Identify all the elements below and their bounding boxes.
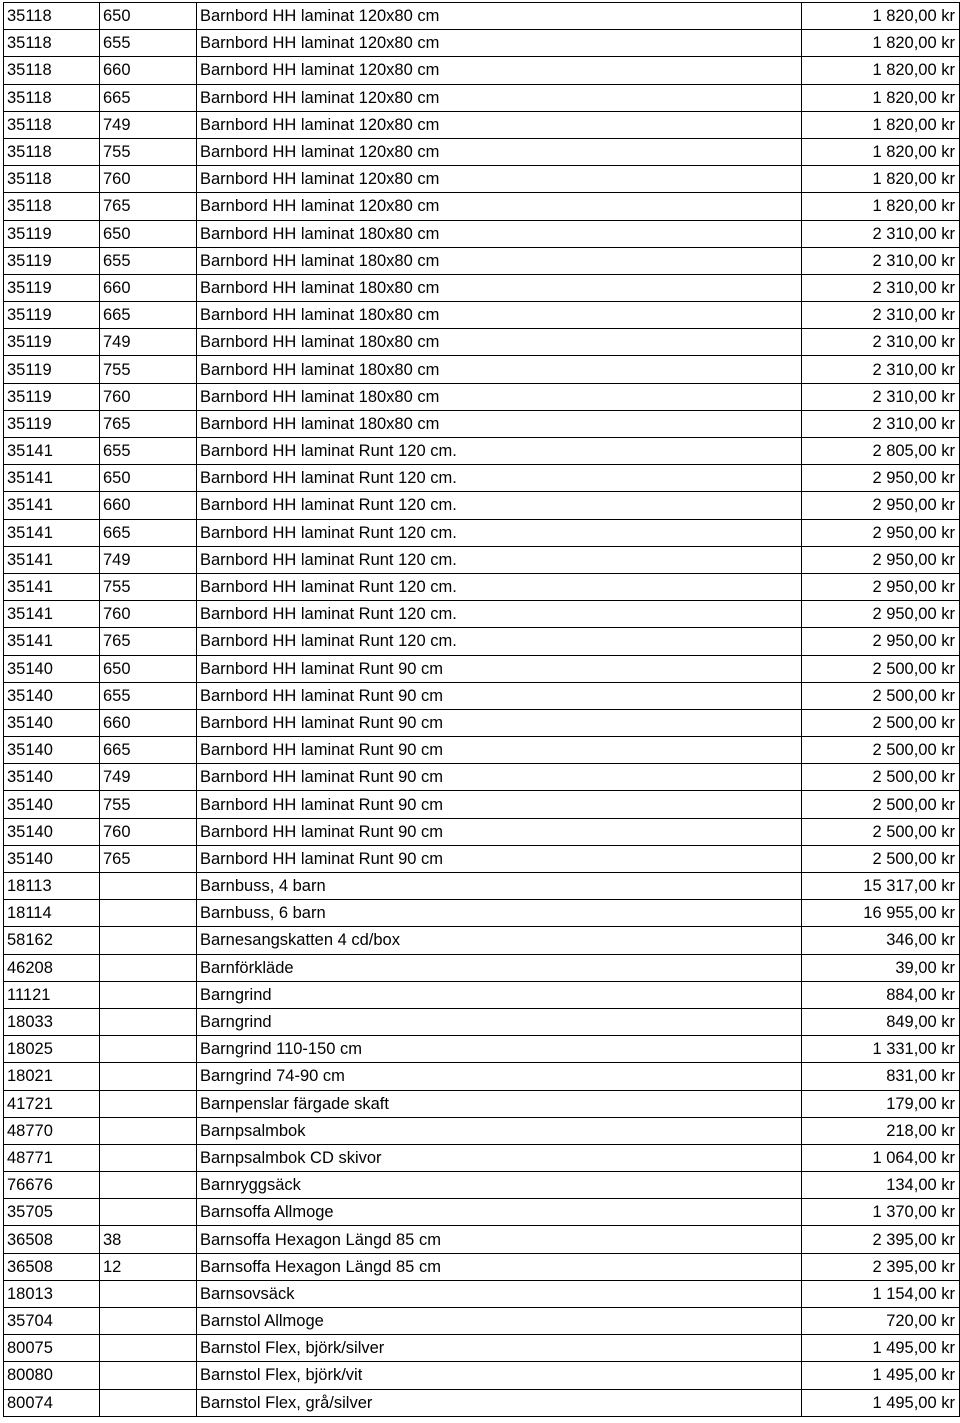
variant-code-cell: 755 (100, 356, 197, 383)
variant-code-cell: 665 (100, 84, 197, 111)
product-description-cell: Barnbord HH laminat 120x80 cm (197, 84, 802, 111)
variant-code-cell: 655 (100, 247, 197, 274)
price-cell: 1 820,00 kr (802, 84, 960, 111)
price-cell: 1 820,00 kr (802, 3, 960, 30)
table-row (4, 873, 960, 900)
article-number-cell: 48771 (4, 1144, 100, 1171)
article-number-cell: 58162 (4, 927, 100, 954)
article-number-cell: 35118 (4, 138, 100, 165)
table-row (4, 492, 960, 519)
product-description-cell: Barnbord HH laminat Runt 120 cm. (197, 628, 802, 655)
price-cell: 2 950,00 kr (802, 546, 960, 573)
article-number-cell: 46208 (4, 954, 100, 981)
product-description-cell: Barnsovsäck (197, 1280, 802, 1307)
table-row (4, 193, 960, 220)
variant-code-cell: 650 (100, 220, 197, 247)
table-row (4, 737, 960, 764)
table-row (4, 519, 960, 546)
price-cell: 2 950,00 kr (802, 492, 960, 519)
variant-code-cell: 660 (100, 492, 197, 519)
table-row (4, 764, 960, 791)
price-cell: 1 370,00 kr (802, 1199, 960, 1226)
product-description-cell: Barnbord HH laminat 180x80 cm (197, 329, 802, 356)
article-number-cell: 35141 (4, 546, 100, 573)
article-number-cell: 35118 (4, 111, 100, 138)
variant-code-cell: 665 (100, 302, 197, 329)
table-row (4, 438, 960, 465)
price-cell: 15 317,00 kr (802, 873, 960, 900)
variant-code-cell: 665 (100, 519, 197, 546)
table-row (4, 682, 960, 709)
table-row (4, 1172, 960, 1199)
article-number-cell: 35141 (4, 465, 100, 492)
price-cell: 2 310,00 kr (802, 220, 960, 247)
price-cell: 2 500,00 kr (802, 845, 960, 872)
table-row (4, 1226, 960, 1253)
article-number-cell: 35141 (4, 438, 100, 465)
price-cell: 2 310,00 kr (802, 410, 960, 437)
article-number-cell: 35118 (4, 3, 100, 30)
table-row (4, 383, 960, 410)
variant-code-cell: 760 (100, 166, 197, 193)
variant-code-cell (100, 1090, 197, 1117)
table-row (4, 954, 960, 981)
price-cell: 346,00 kr (802, 927, 960, 954)
variant-code-cell (100, 927, 197, 954)
table-row (4, 1063, 960, 1090)
table-row (4, 1036, 960, 1063)
product-description-cell: Barnbord HH laminat Runt 120 cm. (197, 438, 802, 465)
product-description-cell: Barnbord HH laminat Runt 120 cm. (197, 465, 802, 492)
article-number-cell: 35119 (4, 329, 100, 356)
article-number-cell: 35119 (4, 410, 100, 437)
variant-code-cell (100, 1199, 197, 1226)
article-number-cell: 35141 (4, 519, 100, 546)
article-number-cell: 35141 (4, 601, 100, 628)
variant-code-cell: 655 (100, 438, 197, 465)
variant-code-cell: 755 (100, 791, 197, 818)
variant-code-cell (100, 900, 197, 927)
product-description-cell: Barnbord HH laminat Runt 120 cm. (197, 601, 802, 628)
price-cell: 2 805,00 kr (802, 438, 960, 465)
article-number-cell: 35140 (4, 845, 100, 872)
table-row (4, 274, 960, 301)
price-cell: 2 310,00 kr (802, 274, 960, 301)
variant-code-cell: 755 (100, 573, 197, 600)
product-description-cell: Barnförkläde (197, 954, 802, 981)
price-cell: 2 500,00 kr (802, 764, 960, 791)
price-cell: 831,00 kr (802, 1063, 960, 1090)
article-number-cell: 35119 (4, 356, 100, 383)
table-row (4, 1362, 960, 1389)
product-description-cell: Barnbord HH laminat Runt 120 cm. (197, 546, 802, 573)
price-cell: 2 950,00 kr (802, 519, 960, 546)
table-row (4, 1308, 960, 1335)
product-description-cell: Barnbord HH laminat 120x80 cm (197, 111, 802, 138)
variant-code-cell: 655 (100, 30, 197, 57)
article-number-cell: 18114 (4, 900, 100, 927)
variant-code-cell (100, 1144, 197, 1171)
price-cell: 1 154,00 kr (802, 1280, 960, 1307)
price-cell: 849,00 kr (802, 1008, 960, 1035)
variant-code-cell: 660 (100, 57, 197, 84)
variant-code-cell (100, 1280, 197, 1307)
price-cell: 1 820,00 kr (802, 30, 960, 57)
product-description-cell: Barnbord HH laminat 120x80 cm (197, 30, 802, 57)
product-description-cell: Barngrind (197, 1008, 802, 1035)
table-row (4, 628, 960, 655)
variant-code-cell: 660 (100, 709, 197, 736)
article-number-cell: 35118 (4, 193, 100, 220)
price-cell: 1 820,00 kr (802, 111, 960, 138)
variant-code-cell (100, 1063, 197, 1090)
product-description-cell: Barnbord HH laminat Runt 90 cm (197, 818, 802, 845)
article-number-cell: 35140 (4, 818, 100, 845)
price-cell: 2 500,00 kr (802, 818, 960, 845)
table-row (4, 465, 960, 492)
article-number-cell: 35140 (4, 791, 100, 818)
article-number-cell: 35119 (4, 247, 100, 274)
price-cell: 2 950,00 kr (802, 465, 960, 492)
product-description-cell: Barnbord HH laminat Runt 90 cm (197, 682, 802, 709)
product-description-cell: Barnesangskatten 4 cd/box (197, 927, 802, 954)
product-description-cell: Barnbord HH laminat 120x80 cm (197, 138, 802, 165)
article-number-cell: 18025 (4, 1036, 100, 1063)
product-description-cell: Barnstol Flex, grå/silver (197, 1389, 802, 1416)
product-description-cell: Barnbuss, 6 barn (197, 900, 802, 927)
table-row (4, 981, 960, 1008)
article-number-cell: 18113 (4, 873, 100, 900)
price-cell: 1 820,00 kr (802, 57, 960, 84)
table-row (4, 138, 960, 165)
price-cell: 2 500,00 kr (802, 737, 960, 764)
variant-code-cell (100, 1172, 197, 1199)
product-description-cell: Barnsoffa Hexagon Längd 85 cm (197, 1253, 802, 1280)
price-cell: 720,00 kr (802, 1308, 960, 1335)
product-description-cell: Barngrind (197, 981, 802, 1008)
price-cell: 1 820,00 kr (802, 138, 960, 165)
product-description-cell: Barnbord HH laminat Runt 120 cm. (197, 573, 802, 600)
article-number-cell: 35141 (4, 492, 100, 519)
table-row (4, 220, 960, 247)
table-row (4, 356, 960, 383)
article-number-cell: 18021 (4, 1063, 100, 1090)
price-cell: 1 820,00 kr (802, 193, 960, 220)
table-row (4, 1389, 960, 1416)
price-cell: 218,00 kr (802, 1117, 960, 1144)
article-number-cell: 35119 (4, 383, 100, 410)
product-description-cell: Barnstol Flex, björk/silver (197, 1335, 802, 1362)
variant-code-cell (100, 1335, 197, 1362)
variant-code-cell: 749 (100, 111, 197, 138)
article-number-cell: 36508 (4, 1226, 100, 1253)
product-description-cell: Barnbord HH laminat Runt 90 cm (197, 791, 802, 818)
price-cell: 2 500,00 kr (802, 709, 960, 736)
variant-code-cell: 12 (100, 1253, 197, 1280)
product-description-cell: Barnbord HH laminat 120x80 cm (197, 166, 802, 193)
article-number-cell: 35140 (4, 737, 100, 764)
variant-code-cell (100, 1008, 197, 1035)
product-description-cell: Barnstol Flex, björk/vit (197, 1362, 802, 1389)
table-row (4, 573, 960, 600)
variant-code-cell: 760 (100, 818, 197, 845)
table-row (4, 302, 960, 329)
variant-code-cell (100, 954, 197, 981)
price-cell: 1 495,00 kr (802, 1335, 960, 1362)
variant-code-cell (100, 981, 197, 1008)
article-number-cell: 35119 (4, 274, 100, 301)
variant-code-cell: 38 (100, 1226, 197, 1253)
table-row (4, 601, 960, 628)
table-row (4, 1117, 960, 1144)
price-cell: 2 310,00 kr (802, 356, 960, 383)
table-row (4, 3, 960, 30)
product-description-cell: Barnsoffa Hexagon Längd 85 cm (197, 1226, 802, 1253)
price-cell: 2 310,00 kr (802, 383, 960, 410)
article-number-cell: 35118 (4, 166, 100, 193)
article-number-cell: 35118 (4, 57, 100, 84)
variant-code-cell (100, 1308, 197, 1335)
variant-code-cell: 765 (100, 410, 197, 437)
product-description-cell: Barnsoffa Allmoge (197, 1199, 802, 1226)
product-description-cell: Barnbord HH laminat Runt 120 cm. (197, 519, 802, 546)
variant-code-cell (100, 1362, 197, 1389)
product-description-cell: Barnbord HH laminat 120x80 cm (197, 193, 802, 220)
product-description-cell: Barnbord HH laminat Runt 90 cm (197, 709, 802, 736)
price-cell: 2 310,00 kr (802, 302, 960, 329)
article-number-cell: 35119 (4, 220, 100, 247)
price-list-body (4, 3, 960, 1417)
article-number-cell: 80080 (4, 1362, 100, 1389)
article-number-cell: 35141 (4, 573, 100, 600)
product-description-cell: Barnbord HH laminat 180x80 cm (197, 383, 802, 410)
table-row (4, 927, 960, 954)
table-row (4, 655, 960, 682)
article-number-cell: 80075 (4, 1335, 100, 1362)
variant-code-cell: 650 (100, 465, 197, 492)
variant-code-cell: 765 (100, 845, 197, 872)
product-description-cell: Barnbord HH laminat 120x80 cm (197, 3, 802, 30)
article-number-cell: 48770 (4, 1117, 100, 1144)
article-number-cell: 36508 (4, 1253, 100, 1280)
variant-code-cell (100, 873, 197, 900)
table-row (4, 111, 960, 138)
product-description-cell: Barnstol Allmoge (197, 1308, 802, 1335)
variant-code-cell: 749 (100, 546, 197, 573)
article-number-cell: 35140 (4, 682, 100, 709)
article-number-cell: 18013 (4, 1280, 100, 1307)
price-cell: 2 950,00 kr (802, 601, 960, 628)
variant-code-cell (100, 1036, 197, 1063)
price-cell: 16 955,00 kr (802, 900, 960, 927)
price-cell: 2 950,00 kr (802, 573, 960, 600)
table-row (4, 30, 960, 57)
table-row (4, 791, 960, 818)
price-cell: 2 310,00 kr (802, 329, 960, 356)
product-description-cell: Barnbord HH laminat Runt 90 cm (197, 655, 802, 682)
table-row (4, 818, 960, 845)
article-number-cell: 35140 (4, 655, 100, 682)
product-description-cell: Barnpsalmbok (197, 1117, 802, 1144)
article-number-cell: 11121 (4, 981, 100, 1008)
variant-code-cell: 665 (100, 737, 197, 764)
variant-code-cell: 755 (100, 138, 197, 165)
article-number-cell: 80074 (4, 1389, 100, 1416)
table-row (4, 1253, 960, 1280)
product-description-cell: Barnbord HH laminat Runt 120 cm. (197, 492, 802, 519)
table-row (4, 1090, 960, 1117)
article-number-cell: 35141 (4, 628, 100, 655)
table-row (4, 900, 960, 927)
article-number-cell: 35118 (4, 30, 100, 57)
product-description-cell: Barnbord HH laminat Runt 90 cm (197, 764, 802, 791)
price-cell: 1 495,00 kr (802, 1362, 960, 1389)
price-cell: 134,00 kr (802, 1172, 960, 1199)
table-row (4, 329, 960, 356)
product-description-cell: Barnbord HH laminat 180x80 cm (197, 274, 802, 301)
price-cell: 2 500,00 kr (802, 655, 960, 682)
product-description-cell: Barnryggsäck (197, 1172, 802, 1199)
variant-code-cell: 749 (100, 764, 197, 791)
article-number-cell: 35118 (4, 84, 100, 111)
price-cell: 1 495,00 kr (802, 1389, 960, 1416)
variant-code-cell: 650 (100, 3, 197, 30)
price-cell: 2 500,00 kr (802, 791, 960, 818)
price-cell: 1 064,00 kr (802, 1144, 960, 1171)
table-row (4, 84, 960, 111)
product-description-cell: Barnbord HH laminat 180x80 cm (197, 220, 802, 247)
product-description-cell: Barnpsalmbok CD skivor (197, 1144, 802, 1171)
price-cell: 179,00 kr (802, 1090, 960, 1117)
price-cell: 1 820,00 kr (802, 166, 960, 193)
table-row (4, 1144, 960, 1171)
variant-code-cell: 760 (100, 383, 197, 410)
variant-code-cell: 765 (100, 193, 197, 220)
table-row (4, 57, 960, 84)
variant-code-cell: 760 (100, 601, 197, 628)
table-row (4, 1199, 960, 1226)
product-description-cell: Barnbord HH laminat 120x80 cm (197, 57, 802, 84)
table-row (4, 1335, 960, 1362)
table-row (4, 709, 960, 736)
table-row (4, 845, 960, 872)
variant-code-cell (100, 1117, 197, 1144)
product-description-cell: Barnbuss, 4 barn (197, 873, 802, 900)
product-description-cell: Barngrind 74-90 cm (197, 1063, 802, 1090)
price-cell: 2 950,00 kr (802, 628, 960, 655)
price-cell: 2 395,00 kr (802, 1253, 960, 1280)
table-row (4, 1008, 960, 1035)
article-number-cell: 35119 (4, 302, 100, 329)
article-number-cell: 76676 (4, 1172, 100, 1199)
product-description-cell: Barnbord HH laminat Runt 90 cm (197, 845, 802, 872)
price-cell: 2 310,00 kr (802, 247, 960, 274)
variant-code-cell: 650 (100, 655, 197, 682)
price-cell: 2 500,00 kr (802, 682, 960, 709)
table-row (4, 166, 960, 193)
article-number-cell: 35705 (4, 1199, 100, 1226)
product-description-cell: Barnbord HH laminat 180x80 cm (197, 356, 802, 383)
article-number-cell: 35140 (4, 709, 100, 736)
variant-code-cell: 655 (100, 682, 197, 709)
table-row (4, 1280, 960, 1307)
variant-code-cell (100, 1389, 197, 1416)
table-row (4, 546, 960, 573)
product-description-cell: Barnpenslar färgade skaft (197, 1090, 802, 1117)
variant-code-cell: 749 (100, 329, 197, 356)
article-number-cell: 35140 (4, 764, 100, 791)
price-cell: 1 331,00 kr (802, 1036, 960, 1063)
product-description-cell: Barnbord HH laminat 180x80 cm (197, 302, 802, 329)
price-list-table (3, 2, 960, 1417)
table-row (4, 410, 960, 437)
product-description-cell: Barngrind 110-150 cm (197, 1036, 802, 1063)
article-number-cell: 41721 (4, 1090, 100, 1117)
article-number-cell: 35704 (4, 1308, 100, 1335)
variant-code-cell: 660 (100, 274, 197, 301)
product-description-cell: Barnbord HH laminat Runt 90 cm (197, 737, 802, 764)
price-cell: 39,00 kr (802, 954, 960, 981)
article-number-cell: 18033 (4, 1008, 100, 1035)
variant-code-cell: 765 (100, 628, 197, 655)
product-description-cell: Barnbord HH laminat 180x80 cm (197, 247, 802, 274)
price-cell: 2 395,00 kr (802, 1226, 960, 1253)
product-description-cell: Barnbord HH laminat 180x80 cm (197, 410, 802, 437)
table-row (4, 247, 960, 274)
price-cell: 884,00 kr (802, 981, 960, 1008)
